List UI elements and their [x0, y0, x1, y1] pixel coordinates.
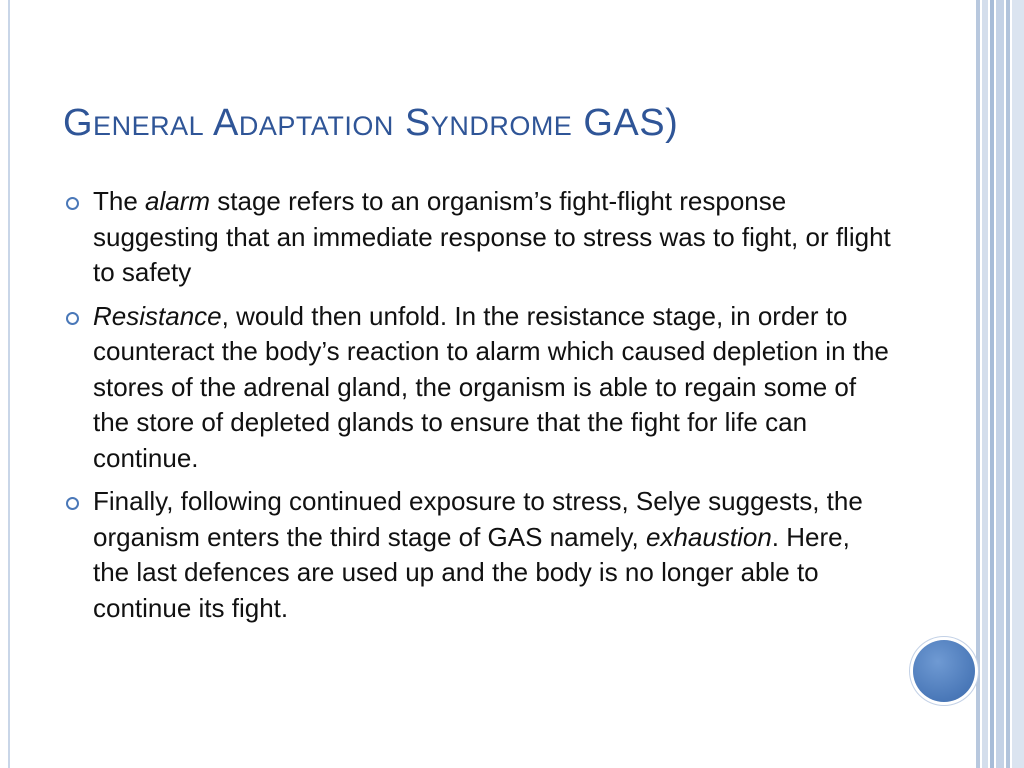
right-stripe: [990, 0, 994, 768]
right-stripe: [996, 0, 1004, 768]
bullet-text: stage refers to an organism’s fight-flight response suggesting that an immediate response to stress was to fight, or flight to safety: [93, 186, 891, 287]
bullet-item: [63, 299, 893, 477]
bullet-item: [63, 184, 893, 291]
bullet-text: Finally, following continued exposure to stress, Selye suggests, the organism enters the third stage of GAS namely,: [93, 486, 863, 552]
right-stripe: [976, 0, 980, 768]
hollow-circle-icon: [66, 197, 79, 210]
hollow-circle-icon: [66, 497, 79, 510]
left-border-line: [8, 0, 10, 768]
bullet-list: [63, 184, 893, 634]
right-stripe: [1012, 0, 1024, 768]
bullet-emphasis: exhaustion: [646, 521, 772, 552]
right-stripe: [1006, 0, 1010, 768]
right-stripe: [982, 0, 988, 768]
bullet-emphasis: alarm: [145, 186, 211, 216]
bullet-text: The: [93, 186, 146, 216]
slide-title: General Adaptation Syndrome GAS): [63, 102, 679, 144]
bullet-emphasis: Resistance: [93, 300, 222, 331]
blue-circle-icon: [913, 640, 975, 702]
bullet-text: , would then unfold. In the resistance stage, in order to counteract the body’s reaction to alarm which caused depletion in the stores of the adrenal gland, the organism is able to regain some of the store of depleted glands to ensure that the fight for life can continue.: [93, 300, 889, 473]
bullet-item: [63, 484, 893, 626]
hollow-circle-icon: [66, 312, 79, 325]
bullet-text: . Here, the last defences are used up and the body is no longer able to continue its fight.: [93, 521, 850, 623]
